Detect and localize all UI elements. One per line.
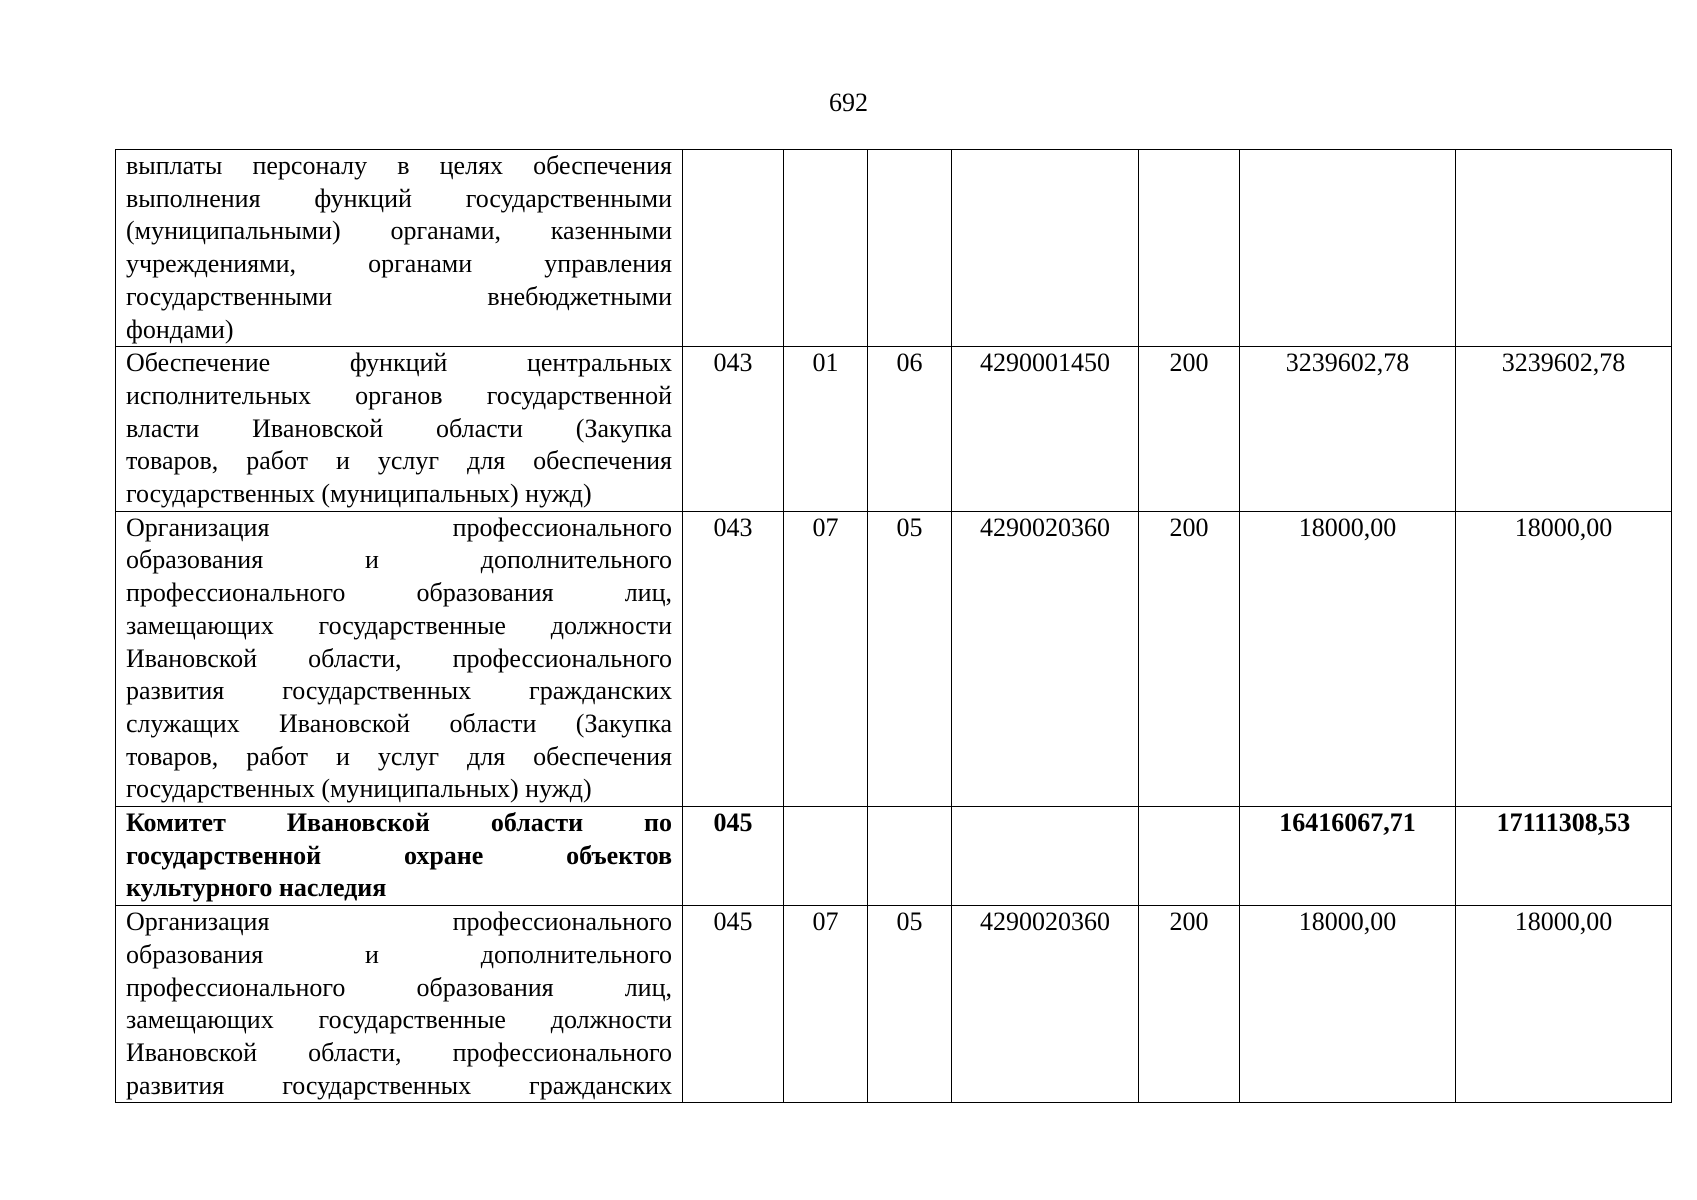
description-line: замещающих государственные должности xyxy=(126,1005,672,1035)
grbs-code-cell xyxy=(683,150,784,347)
table-row xyxy=(116,347,1672,512)
description-line: фондами) xyxy=(126,314,234,344)
description-line: профессионального образования лиц, xyxy=(126,972,672,1002)
table-row-committee-total xyxy=(116,807,1672,906)
expense-type-cell xyxy=(1139,150,1240,347)
sum-year2-cell: 18000,00 xyxy=(1456,511,1672,806)
grbs-code-cell: 045 xyxy=(683,906,784,1103)
description-line: культурного наследия xyxy=(126,873,387,903)
description-line: служащих Ивановской области (Закупка xyxy=(126,708,672,738)
subsection-code-cell xyxy=(868,150,952,347)
description-line: (муниципальными) органами, казенными xyxy=(126,216,672,246)
sum-year1-cell: 16416067,71 xyxy=(1240,807,1456,906)
description-line: учреждениями, органами управления xyxy=(126,249,672,279)
description-line: исполнительных органов государственной xyxy=(126,380,672,410)
budget-table xyxy=(115,149,1672,1103)
sum-year2-cell: 18000,00 xyxy=(1456,906,1672,1103)
table-row xyxy=(116,150,1672,347)
description-cell xyxy=(116,150,683,347)
target-article-cell xyxy=(952,150,1139,347)
description-line: Организация профессионального xyxy=(126,512,672,542)
section-code-cell: 01 xyxy=(784,347,868,512)
subsection-code-cell: 05 xyxy=(868,511,952,806)
subsection-code-cell: 06 xyxy=(868,347,952,512)
subsection-code-cell: 05 xyxy=(868,906,952,1103)
grbs-code-cell: 043 xyxy=(683,347,784,512)
description-line: Организация профессионального xyxy=(126,907,672,937)
description-line: Обеспечение функций центральных xyxy=(126,348,672,378)
description-line: замещающих государственные должности xyxy=(126,610,672,640)
description-line: государственных (муниципальных) нужд) xyxy=(126,774,592,804)
sum-year1-cell: 3239602,78 xyxy=(1240,347,1456,512)
description-line: выплаты персоналу в целях обеспечения xyxy=(126,151,672,180)
target-article-cell: 4290001450 xyxy=(952,347,1139,512)
page-number: 692 xyxy=(829,88,868,117)
section-code-cell xyxy=(784,807,868,906)
sum-year2-cell: 17111308,53 xyxy=(1456,807,1672,906)
description-cell xyxy=(116,347,683,512)
description-cell xyxy=(116,511,683,806)
description-line: выполнения функций государственными xyxy=(126,183,672,213)
sum-year1-cell xyxy=(1240,150,1456,347)
expense-type-cell: 200 xyxy=(1139,511,1240,806)
description-line: образования и дополнительного xyxy=(126,545,672,575)
grbs-code-cell: 045 xyxy=(683,807,784,906)
table-row xyxy=(116,906,1672,1103)
sum-year2-cell xyxy=(1456,150,1672,347)
sum-year2-cell: 3239602,78 xyxy=(1456,347,1672,512)
expense-type-cell: 200 xyxy=(1139,347,1240,512)
description-cell xyxy=(116,807,683,906)
section-code-cell xyxy=(784,150,868,347)
expense-type-cell: 200 xyxy=(1139,906,1240,1103)
target-article-cell: 4290020360 xyxy=(952,511,1139,806)
section-code-cell: 07 xyxy=(784,906,868,1103)
grbs-code-cell: 043 xyxy=(683,511,784,806)
target-article-cell: 4290020360 xyxy=(952,906,1139,1103)
description-line: развития государственных гражданских xyxy=(126,1070,672,1100)
section-code-cell: 07 xyxy=(784,511,868,806)
description-line: Ивановской области, профессионального xyxy=(126,643,672,673)
description-cell xyxy=(116,906,683,1103)
description-line: развития государственных гражданских xyxy=(126,676,672,706)
description-line: образования и дополнительного xyxy=(126,939,672,969)
sum-year1-cell: 18000,00 xyxy=(1240,511,1456,806)
description-line: товаров, работ и услуг для обеспечения xyxy=(126,741,672,771)
table-row xyxy=(116,511,1672,806)
description-line: государственной охране объектов xyxy=(126,840,672,870)
description-line: товаров, работ и услуг для обеспечения xyxy=(126,446,672,476)
sum-year1-cell: 18000,00 xyxy=(1240,906,1456,1103)
description-line: профессионального образования лиц, xyxy=(126,578,672,608)
target-article-cell xyxy=(952,807,1139,906)
description-line: Ивановской области, профессионального xyxy=(126,1037,672,1067)
description-line: государственных (муниципальных) нужд) xyxy=(126,479,592,509)
expense-type-cell xyxy=(1139,807,1240,906)
subsection-code-cell xyxy=(868,807,952,906)
description-line: власти Ивановской области (Закупка xyxy=(126,413,672,443)
description-line: государственными внебюджетными xyxy=(126,281,672,311)
description-line: Комитет Ивановской области по xyxy=(126,808,672,838)
